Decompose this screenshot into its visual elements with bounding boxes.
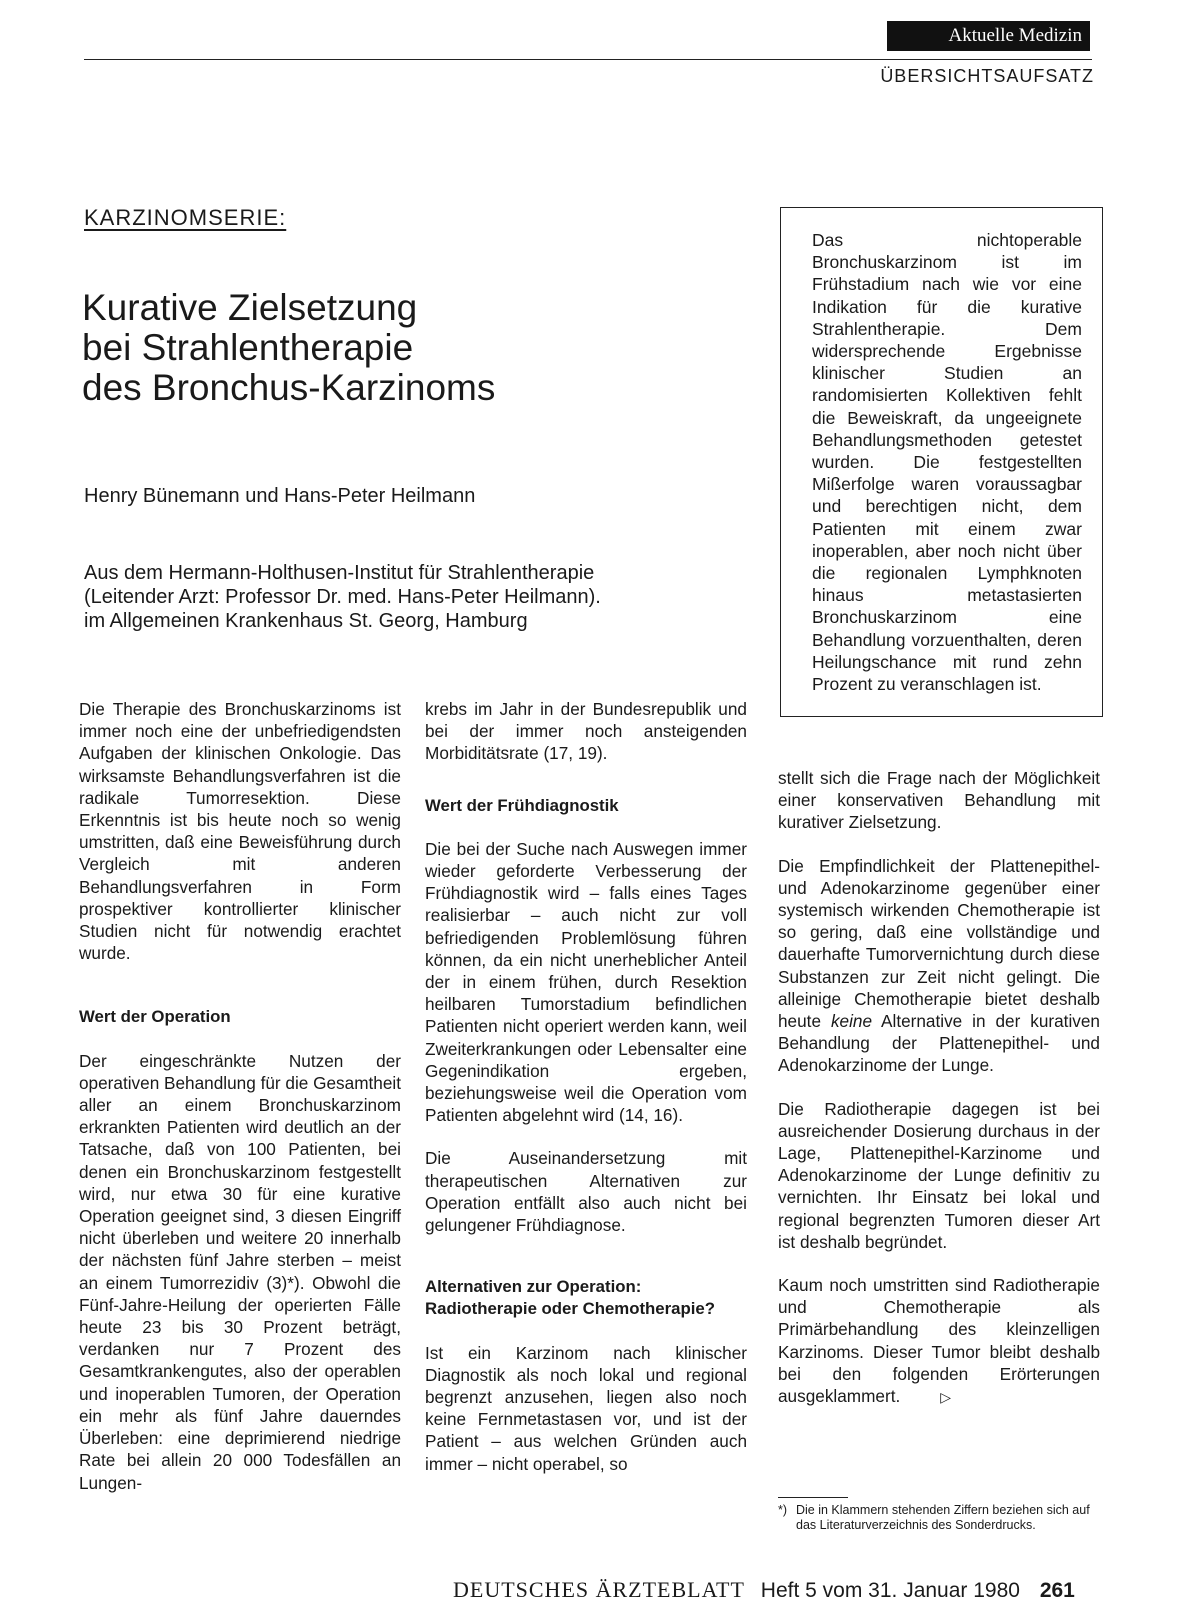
emphasis: keine: [830, 1011, 873, 1032]
affiliation-line: Aus dem Hermann-Holthusen-Institut für Strahlentherapie: [84, 562, 595, 584]
section-tag: Aktuelle Medizin: [887, 21, 1090, 51]
section-heading: Alternativen zur Operation: Radiotherapie oder Chemotherapie?: [425, 1277, 715, 1319]
paragraph: krebs im Jahr in der Bundesrepublik und bei der immer noch ansteigenden Morbiditätsrate (17, 19).: [425, 699, 747, 764]
section-heading: Wert der Operation: [79, 1007, 231, 1027]
title-line: des Bronchus-Karzinoms: [82, 367, 496, 408]
text-run: Die Empfindlichkeit der Plattenepithel- und Adenokarzinome gegenüber einer systemisch wirkenden Chemotherapie ist so gering, daß eine vollständige und dauerhafte Tumorvernichtung durch diese Substanzen zur Zeit nicht gelingt. Die alleinige Chemotherapie bietet deshalb heute: [778, 855, 1100, 1032]
paragraph: Die bei der Suche nach Auswegen immer wieder geforderte Verbesserung der Frühdiagnostik wird – falls eines Tages realisierbar – auch nicht zur voll befriedigenden Problemlösung führen können, da ein nicht unerheblicher Anteil der in einem frühen, durch Resektion heilbaren Tumorstadium befindlichen Patienten nicht operiert werden kann, weil Zweiterkrankungen oder Lebensalter eine Gegenindikation ergeben, beziehungsweise weil die Operation vom Patienten abgelehnt wird (14, 16).: [425, 838, 747, 1126]
page-footer: [453, 1577, 1075, 1603]
affiliation-line: im Allgemeinen Krankenhaus St. Georg, Hamburg: [84, 610, 528, 632]
paragraph: [778, 855, 1100, 1077]
paragraph: Die Radiotherapie dagegen ist bei ausreichender Dosierung durchaus in der Lage, Plattenepithel-Karzinome und Adenokarzinome der Lunge definitiv zu vernichten. Ihr Einsatz bei lokal und regional begrenzten Tumoren dieser Art ist deshalb begründet.: [778, 1098, 1100, 1252]
affiliation-line: (Leitender Arzt: Professor Dr. med. Hans-Peter Heilmann).: [84, 586, 601, 608]
footnote: [778, 1503, 1098, 1533]
paragraph: stellt sich die Frage nach der Möglichkeit einer konservativen Behandlung mit kurativer Zielsetzung.: [778, 768, 1100, 833]
footnote-rule: [778, 1497, 848, 1498]
page-number: 261: [1039, 1579, 1075, 1602]
section-heading: Wert der Frühdiagnostik: [425, 795, 619, 815]
journal-name: DEUTSCHES ÄRZTEBLATT: [453, 1577, 745, 1602]
series-label: KARZINOMSERIE:: [84, 205, 287, 230]
authors: Henry Bünemann und Hans-Peter Heilmann: [84, 485, 476, 507]
column-2: [425, 698, 747, 1496]
footnote-text: Die in Klammern stehenden Ziffern beziehen sich auf das Literaturverzeichnis des Sonderdrucks.: [796, 1503, 1090, 1532]
text-run: Kaum noch umstritten sind Radiotherapie und Chemotherapie als Primärbehandlung des kleinzelligen Karzinoms. Dieser Tumor bleibt deshalb bei den folgenden Erörterungen ausgeklammert.: [778, 1275, 1100, 1407]
article-type: ÜBERSICHTSAUFSATZ: [880, 66, 1094, 86]
affiliation: [84, 561, 704, 633]
paragraph: Der eingeschränkte Nutzen der operativen Behandlung für die Gesamtheit aller an einem Bronchuskarzinom erkrankten Patienten wird deutlich an der Tatsache, daß von 100 Patienten, bei denen ein Bronchuskarzinom festgestellt wird, nur etwa 30 für eine kurative Operation geeignet sind, 3 diesen Eingriff nicht überleben und weitere 20 innerhalb der nächsten fünf Jahre sterben – meist an einem Tumorrezidiv (3)*). Obwohl die Fünf-Jahre-Heilung der operierten Fälle heute 23 bis 30 Prozent beträgt, verdanken nur 7 Prozent des Gesamtkrankengutes, also der operablen und inoperablen Tumoren, der Operation ein mehr als fünf Jahre dauerndes Überleben: eine deprimierend niedrige Rate bei allein 20 000 Todesfällen an Lungen-: [79, 1050, 401, 1493]
paragraph: Ist ein Karzinom nach klinischer Diagnostik als noch lokal und regional begrenzt anzusehen, liegen also noch keine Fernmetastasen vor, und ist der Patient – aus welchen Gründen auch immer – nicht operabel, so: [425, 1342, 747, 1474]
article-title: [82, 288, 702, 408]
paragraph: [778, 1274, 1100, 1409]
paragraph: Die Auseinandersetzung mit therapeutischen Alternativen zur Operation entfällt also auch nicht bei gelungener Frühdiagnose.: [425, 1148, 747, 1236]
header-rule: [84, 59, 1092, 60]
footnote-mark: *): [778, 1503, 788, 1517]
title-line: bei Strahlentherapie: [82, 327, 414, 368]
text-run: Alternative in der kurativen Behandlung der Plattenepithel- und Adenokarzinome der Lunge.: [778, 1011, 1100, 1076]
paragraph: Die Therapie des Bronchuskarzinoms ist immer noch eine der unbefriedigendsten Aufgaben der klinischen Onkologie. Das wirksamste Behandlungsverfahren ist die radikale Tumorresektion. Diese Erkenntnis ist bis heute noch so wenig umstritten, daß eine Beweisführung durch Vergleich mit anderen Behandlungsverfahren in Form prospektiver kontrollierter klinischer Studien nicht für notwendig erachtet wurde.: [79, 699, 401, 964]
column-3: [778, 767, 1100, 1409]
column-1: [79, 698, 401, 1515]
continue-triangle-icon: ▷: [940, 1389, 952, 1406]
issue-info: Heft 5 vom 31. Januar 1980: [760, 1579, 1020, 1602]
abstract-text: Das nichtoperable Bronchuskarzinom ist im Frühstadium nach wie vor eine Indikation für die kurative Strahlentherapie. Dem widersprechende Ergebnisse klinischer Studien an randomisierten Kollektiven fehlt die Beweiskraft, da ungeeignete Behandlungsmethoden getestet wurden. Die festgestellten Mißerfolge waren voraussagbar und berechtigen nicht, dem Patienten mit einem zwar inoperablen, aber noch nicht über die regionalen Lymphknoten hinaus metastasierten Bronchuskarzinom eine Behandlung vorzuenthalten, deren Heilungschance mit rund zehn Prozent zu veranschlagen ist.: [812, 230, 1082, 695]
abstract-box: [780, 207, 1103, 717]
title-line: Kurative Zielsetzung: [82, 287, 418, 328]
